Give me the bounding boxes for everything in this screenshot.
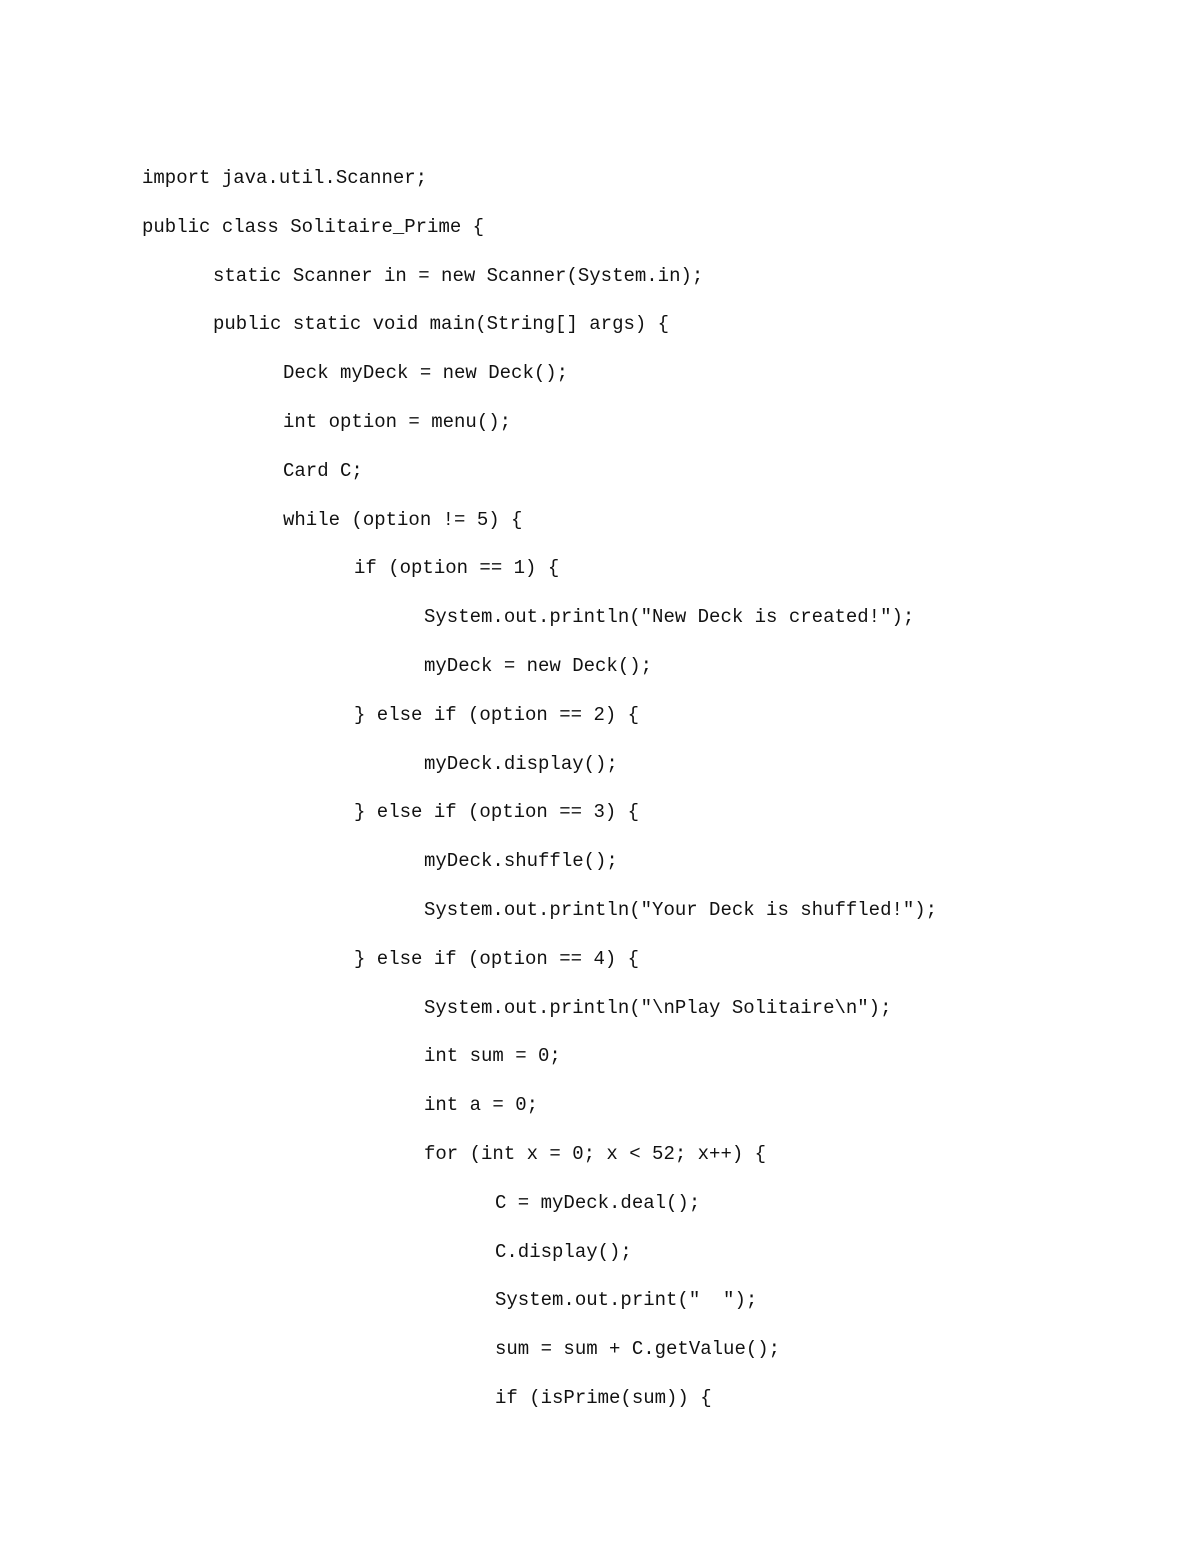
code-line: } else if (option == 2) { [354,703,640,726]
code-line: int option = menu(); [283,410,512,433]
code-line: while (option != 5) { [283,508,523,531]
code-line: int sum = 0; [424,1045,561,1068]
code-line: } else if (option == 3) { [354,801,640,824]
code-listing [142,162,937,1431]
code-line: System.out.println("New Deck is created!"); [424,606,915,629]
code-line: public static void main(String[] args) { [213,313,670,336]
code-line: Card C; [283,459,363,482]
code-line: static Scanner in = new Scanner(System.in); [213,264,704,287]
code-line: sum = sum + C.getValue(); [495,1338,781,1361]
code-line: for (int x = 0; x < 52; x++) { [424,1142,767,1165]
code-line: int a = 0; [424,1094,539,1117]
code-line: C.display(); [495,1240,632,1263]
code-line: myDeck = new Deck(); [424,654,653,677]
code-line: System.out.println("Your Deck is shuffled!"); [424,898,938,921]
code-line: myDeck.shuffle(); [424,850,618,873]
code-line: if (option == 1) { [354,557,560,580]
code-line: System.out.println("\nPlay Solitaire\n"); [424,996,892,1019]
code-line: import java.util.Scanner; [142,167,428,189]
code-line: public class Solitaire_Prime { [142,215,485,238]
code-line: if (isPrime(sum)) { [495,1386,712,1409]
code-line: myDeck.display(); [424,752,618,775]
code-line: Deck myDeck = new Deck(); [283,362,569,385]
code-line: C = myDeck.deal(); [495,1191,701,1214]
code-line: System.out.print(" "); [495,1289,758,1312]
code-line: } else if (option == 4) { [354,947,640,970]
